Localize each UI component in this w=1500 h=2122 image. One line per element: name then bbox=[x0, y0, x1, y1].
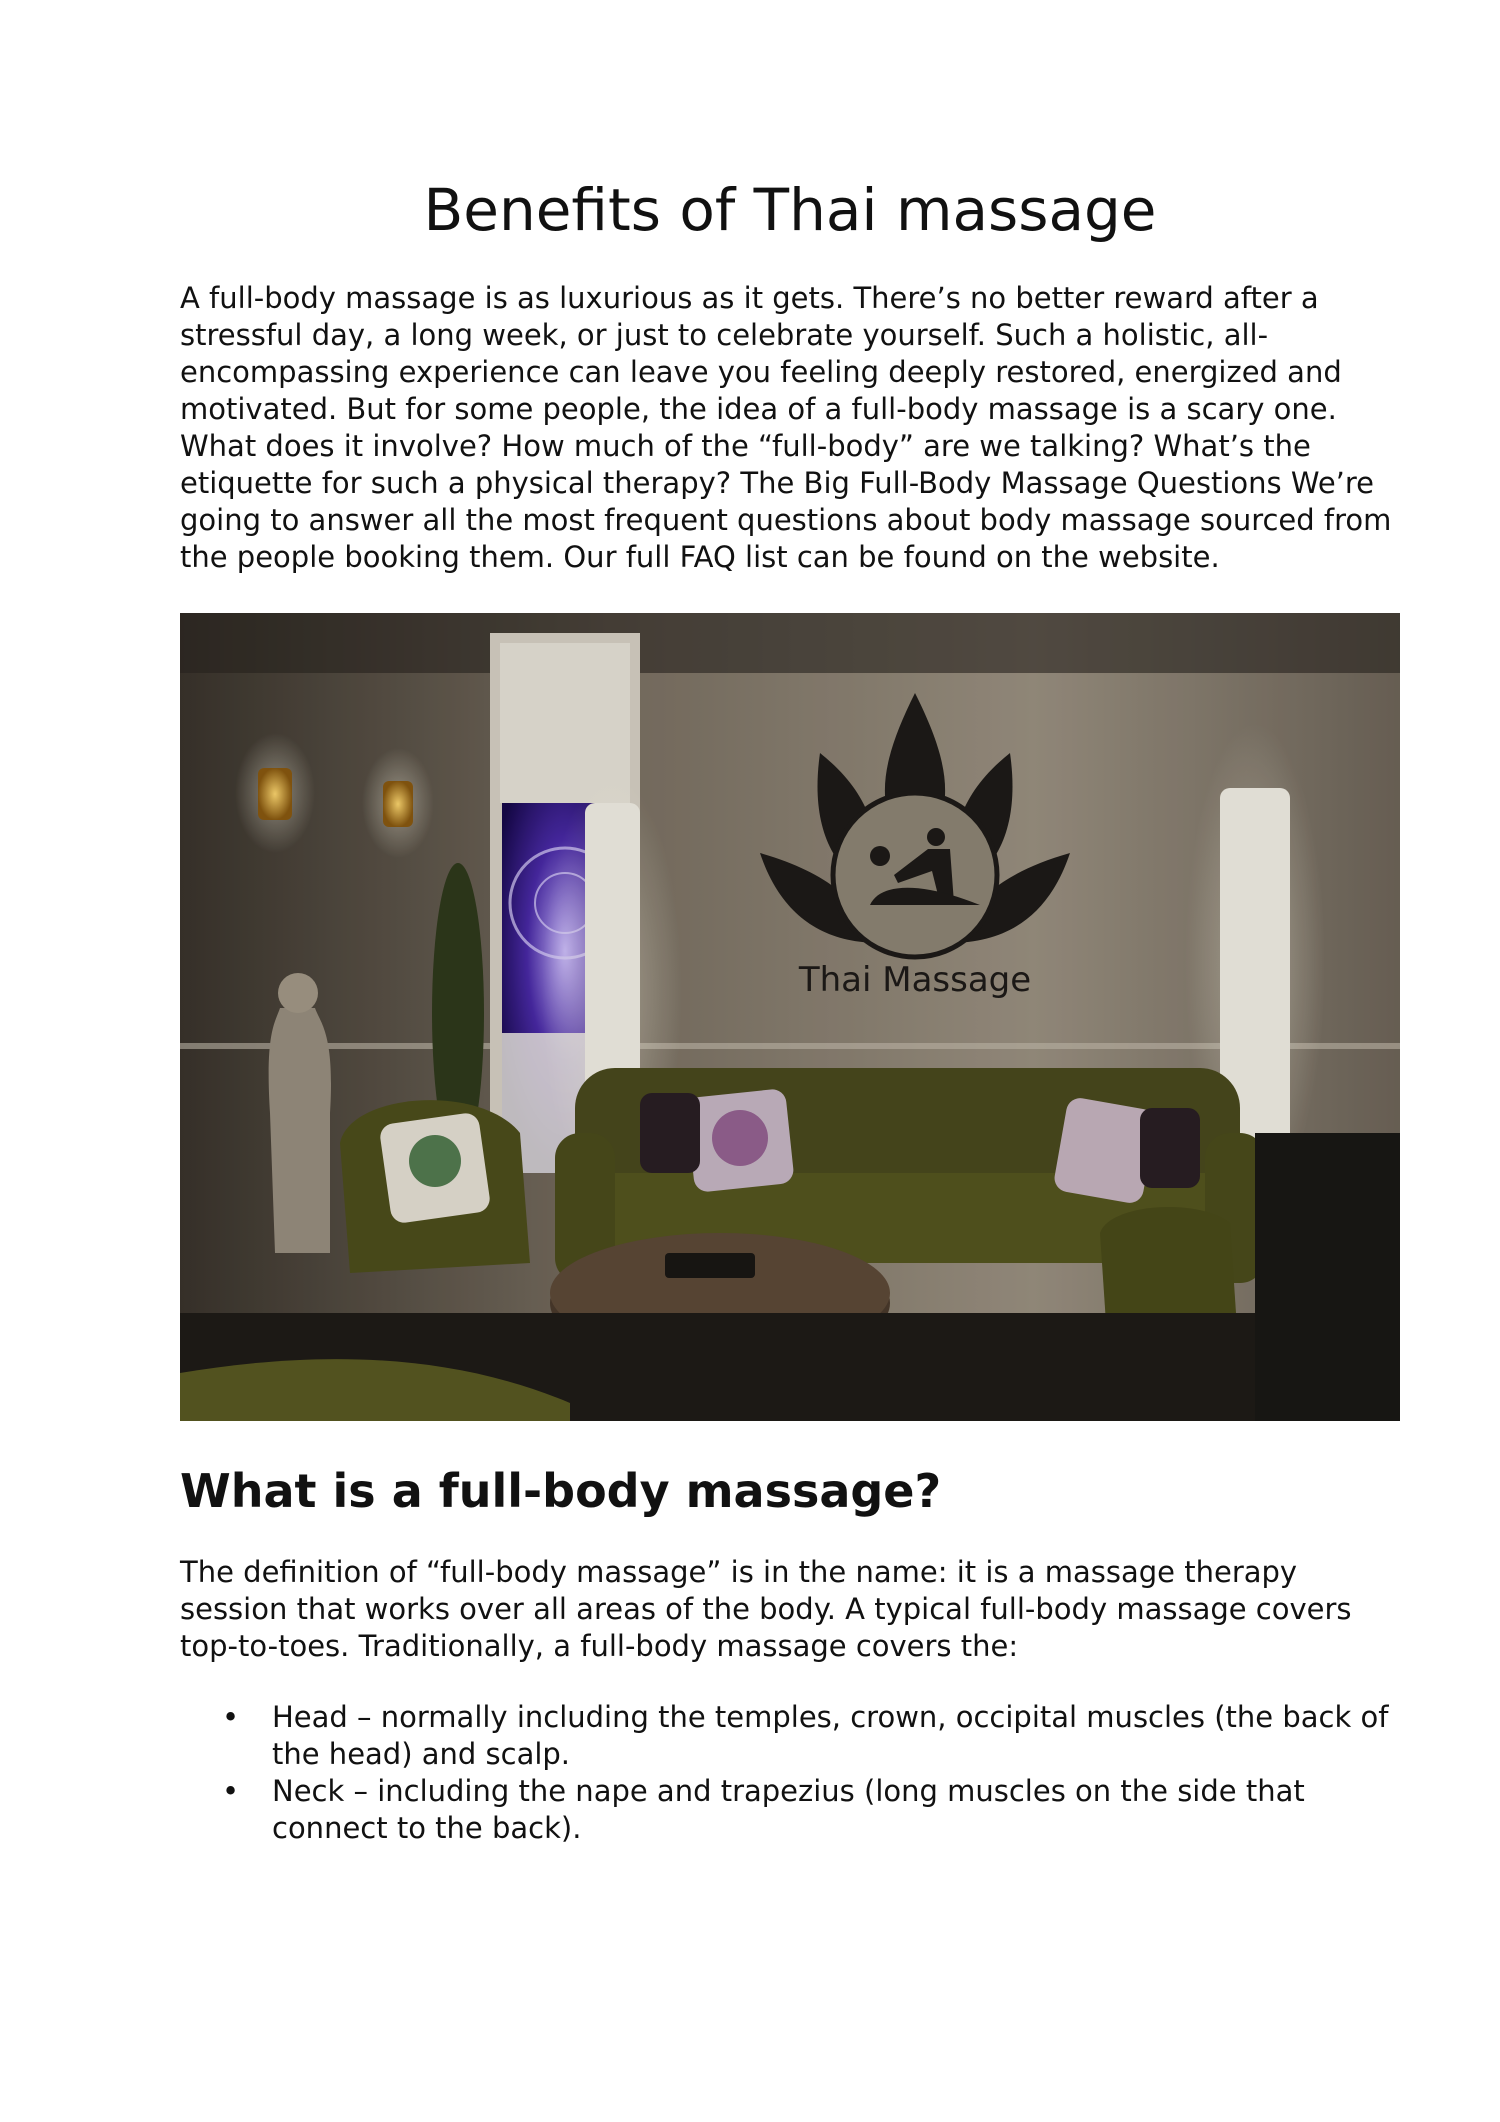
page-title: Benefits of Thai massage bbox=[423, 176, 1157, 244]
body-areas-list bbox=[180, 1699, 1400, 1847]
intro-paragraph: A full-body massage is as luxurious as it gets. There’s no better reward after a stressful day, a long week, or just to celebrate yourself. Such a holistic, all-encompassing experience can leave you feeling deeply restored, energized and motivated. But for some people, the idea of a full-body massage is a scary one. What does it involve? How much of the “full-body” are we talking? What’s the etiquette for such a physical therapy? The Big Full-Body Massage Questions We’re going to answer all the most frequent questions about body massage sourced from the people booking them. Our full FAQ list can be found on the website. bbox=[180, 281, 1392, 574]
section-heading: What is a full-body massage? bbox=[180, 1464, 942, 1518]
list-item-text: Head – normally including the temples, crown, occipital muscles (the back of the head) and scalp. bbox=[272, 1700, 1389, 1771]
sign-text: Thai Massage bbox=[798, 960, 1032, 1000]
spa-room-photo bbox=[180, 613, 1400, 1421]
section-paragraph: The definition of “full-body massage” is in the name: it is a massage therapy session that works over all areas of the body. A typical full-body massage covers top-to-toes. Traditionally, a full-body massage covers the: bbox=[180, 1555, 1352, 1663]
bullet-marker: • bbox=[222, 1700, 240, 1734]
list-item bbox=[222, 1773, 1400, 1847]
list-item-text: Neck – including the nape and trapezius (long muscles on the side that connect to the back). bbox=[272, 1774, 1305, 1845]
list-item bbox=[222, 1699, 1400, 1773]
document-page bbox=[180, 170, 1400, 1847]
bullet-marker: • bbox=[222, 1774, 240, 1808]
